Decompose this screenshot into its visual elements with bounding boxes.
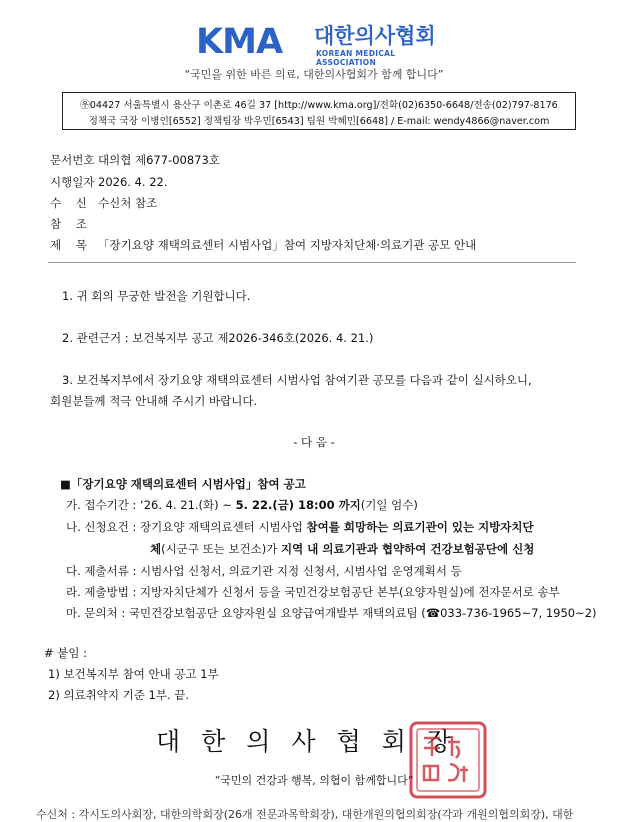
meta-reference — [50, 216, 98, 232]
item-ra: 라. 제출방법 : 지방자치단체가 신청서 등을 국민건강보험공단 본부(요양자원실)에 전자문서로 송부 — [66, 585, 560, 599]
section-title: ■「장기요양 재택의료센터 시범사업」참여 공고 — [60, 477, 306, 491]
meta-label: 제 목 — [50, 238, 87, 252]
item-ga — [66, 497, 418, 513]
issuer-motto: “국민의 건강과 행복, 의협이 함께합니다” — [214, 774, 414, 787]
subject: 「장기요양 재택의료센터 시범사업」참여 지방자치단체·의료기관 공모 안내 — [98, 238, 477, 252]
attachment-1: 1) 보건복지부 참여 안내 공고 1부 — [48, 667, 219, 681]
contact-box — [62, 92, 576, 130]
seal-icon — [408, 720, 488, 800]
item-na-line2 — [150, 541, 534, 557]
paragraph-2: 2. 관련근거 : 보건복지부 공고 제2026-346호(2026. 4. 21.) — [62, 331, 374, 345]
meta-doc-no — [50, 152, 220, 168]
item-da: 다. 제출서류 : 시범사업 신청서, 의료기관 지정 신청서, 시범사업 운영계획서 등 — [66, 564, 462, 578]
notice-divider: - 다 음 - — [293, 435, 335, 449]
logo-letters: KMA — [196, 22, 283, 62]
header-slogan: “국민을 위한 바른 의료, 대한의사협회가 함께 합니다” — [184, 68, 444, 81]
logo-korean-name: 대한의사협회 — [314, 24, 436, 48]
contact-staff-line: 정책국 국장 이병인[6552] 정책팀장 박우민[6543] 팀원 박혜민[6648] / E-mail: wendy4866@naver.com — [88, 116, 550, 127]
paragraph-1: 1. 귀 회의 무궁한 발전을 기원합니다. — [62, 289, 251, 303]
recipient: 수신처 참조 — [98, 196, 158, 210]
requirement-bold: 지역 내 의료기관과 협약하여 건강보험공단에 신청 — [281, 542, 535, 556]
item-text: (기일 엄수) — [360, 498, 418, 512]
official-seal-stamp — [408, 720, 488, 800]
meta-label: 문서번호 — [50, 153, 95, 167]
meta-recipient — [50, 195, 157, 211]
requirement-bold: 참여를 희망하는 의료기관이 있는 지방자치단 — [306, 520, 534, 534]
deadline: 5. 22.(금) 18:00 까지 — [235, 498, 361, 512]
recipients-list: 수신처 : 각시도의사회장, 대한의학회장(26개 전문과목학회장), 대한개원의협의회장(각과 개원의협의회장), 대한 — [36, 808, 574, 821]
contact-address-line: ㉾04427 서울특별시 용산구 이촌로 46길 37 [http://www.kma.org]/전화(02)6350-6648/전송(02)797-8176 — [80, 100, 558, 111]
meta-label: 수 신 — [50, 196, 87, 210]
attachment-2: 2) 의료취약지 기준 1부. 끝. — [48, 688, 190, 702]
paragraph-3b: 회원분들께 적극 안내해 주시기 바랍니다. — [50, 394, 258, 408]
item-ma: 마. 문의처 : 국민건강보험공단 요양자원실 요양급여개발부 재택의료팀 (☎033-736-1965~7, 1950~2) — [66, 606, 597, 620]
meta-label: 시행일자 — [50, 175, 95, 189]
item-text: 가. 접수기간 : ‘26. 4. 21.(화) ~ — [66, 498, 236, 512]
issuer-name: 대한의사협회장 — [155, 727, 473, 756]
item-text: (시군구 또는 보건소)가 — [161, 542, 282, 556]
doc-number: 대의협 제677-00873호 — [98, 153, 220, 167]
meta-date — [50, 174, 168, 190]
requirement-bold: 체 — [150, 542, 162, 556]
item-text: 나. 신청요건 : 장기요양 재택의료센터 시범사업 — [66, 520, 307, 534]
divider-line — [48, 262, 576, 263]
meta-subject — [50, 237, 476, 253]
paragraph-3a: 3. 보건복지부에서 장기요양 재택의료센터 시범사업 참여기관 공모를 다음과 같이 실시하오니, — [62, 373, 532, 387]
attachments-label: # 붙임 : — [44, 646, 88, 660]
logo-english-name: KOREAN MEDICAL ASSOCIATION — [316, 49, 396, 67]
item-na-line1 — [66, 519, 534, 535]
kma-logo — [196, 22, 436, 67]
issue-date: 2026. 4. 22. — [98, 175, 168, 189]
meta-label: 참 조 — [50, 217, 87, 231]
